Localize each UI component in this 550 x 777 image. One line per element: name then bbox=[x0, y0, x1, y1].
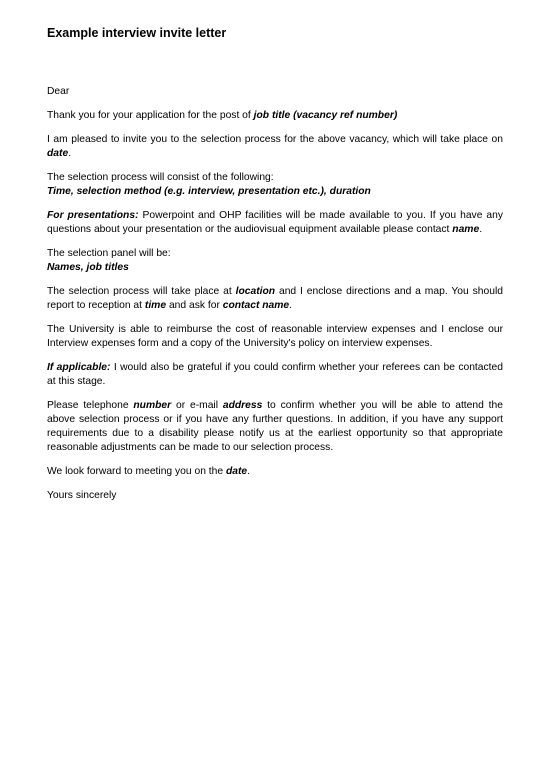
document-title: Example interview invite letter bbox=[47, 26, 227, 40]
paragraph-end: . bbox=[68, 148, 72, 159]
presentations-lead: For presentations: bbox=[47, 210, 139, 221]
closing bbox=[47, 489, 503, 503]
placeholder-date: date bbox=[47, 148, 69, 159]
paragraph-text: The selection process will consist of the following: bbox=[47, 172, 274, 183]
salutation bbox=[47, 85, 503, 99]
paragraph-text: The selection process will take place at bbox=[47, 286, 236, 297]
paragraph-application bbox=[47, 109, 503, 123]
paragraph-text: Thank you for your application for the post of bbox=[47, 110, 254, 121]
paragraph-text: or e-mail bbox=[171, 400, 223, 411]
placeholder-time: time bbox=[144, 300, 167, 311]
paragraph-text: and I enclose directions and a map. You should report to reception at bbox=[47, 286, 503, 311]
placeholder-job-title: job title (vacancy ref number) bbox=[253, 110, 398, 121]
paragraph-text: We look forward to meeting you on the bbox=[47, 466, 226, 477]
paragraph-end: . bbox=[289, 300, 293, 311]
placeholder-number: number bbox=[133, 400, 172, 411]
paragraph-panel bbox=[47, 247, 503, 275]
paragraph-text: The University is able to reimburse the cost of reasonable interview expenses and I enclose our Interview expenses form and a copy of the University's policy on interview expenses. bbox=[47, 324, 503, 349]
paragraph-text: I am pleased to invite you to the selection process for the above vacancy, which will take place on bbox=[47, 134, 503, 145]
paragraph-presentations bbox=[47, 209, 503, 237]
referees-lead: If applicable: bbox=[47, 362, 111, 373]
paragraph-text: The selection panel will be: bbox=[47, 248, 171, 259]
paragraph-expenses bbox=[47, 323, 503, 351]
paragraph-end: . bbox=[479, 224, 483, 235]
paragraph-referees bbox=[47, 361, 503, 389]
paragraph-text: Please telephone bbox=[47, 400, 134, 411]
placeholder-panel-names: Names, job titles bbox=[47, 262, 129, 273]
closing-text: Yours sincerely bbox=[47, 490, 117, 501]
paragraph-location bbox=[47, 285, 503, 313]
placeholder-selection-details: Time, selection method (e.g. interview, presentation etc.), duration bbox=[47, 186, 371, 197]
placeholder-contact-name: name bbox=[452, 224, 480, 235]
paragraph-contact bbox=[47, 399, 503, 455]
letter-body bbox=[47, 85, 503, 513]
paragraph-text: Powerpoint and OHP facilities will be made available to you. If you have any questions about your presentation or the audiovisual equipment available please contact bbox=[47, 210, 503, 235]
paragraph-selection-process bbox=[47, 171, 503, 199]
placeholder-contact-name: contact name bbox=[222, 300, 290, 311]
paragraph-invite bbox=[47, 133, 503, 161]
placeholder-address: address bbox=[222, 400, 263, 411]
paragraph-text: and ask for bbox=[166, 300, 223, 311]
salutation-text: Dear bbox=[47, 86, 70, 97]
paragraph-end: . bbox=[247, 466, 251, 477]
paragraph-text: to confirm whether you will be able to attend the above selection process or if you have any further questions. In addition, if you have any support requirements due to a disability please notify us at the earliest opportunity so that appropriate reasonable adjustments can be made to our selection process. bbox=[47, 400, 503, 453]
placeholder-date: date bbox=[225, 466, 248, 477]
placeholder-location: location bbox=[235, 286, 276, 297]
paragraph-text: I would also be grateful if you could confirm whether your referees can be contacted at this stage. bbox=[47, 362, 503, 387]
paragraph-meeting bbox=[47, 465, 503, 479]
